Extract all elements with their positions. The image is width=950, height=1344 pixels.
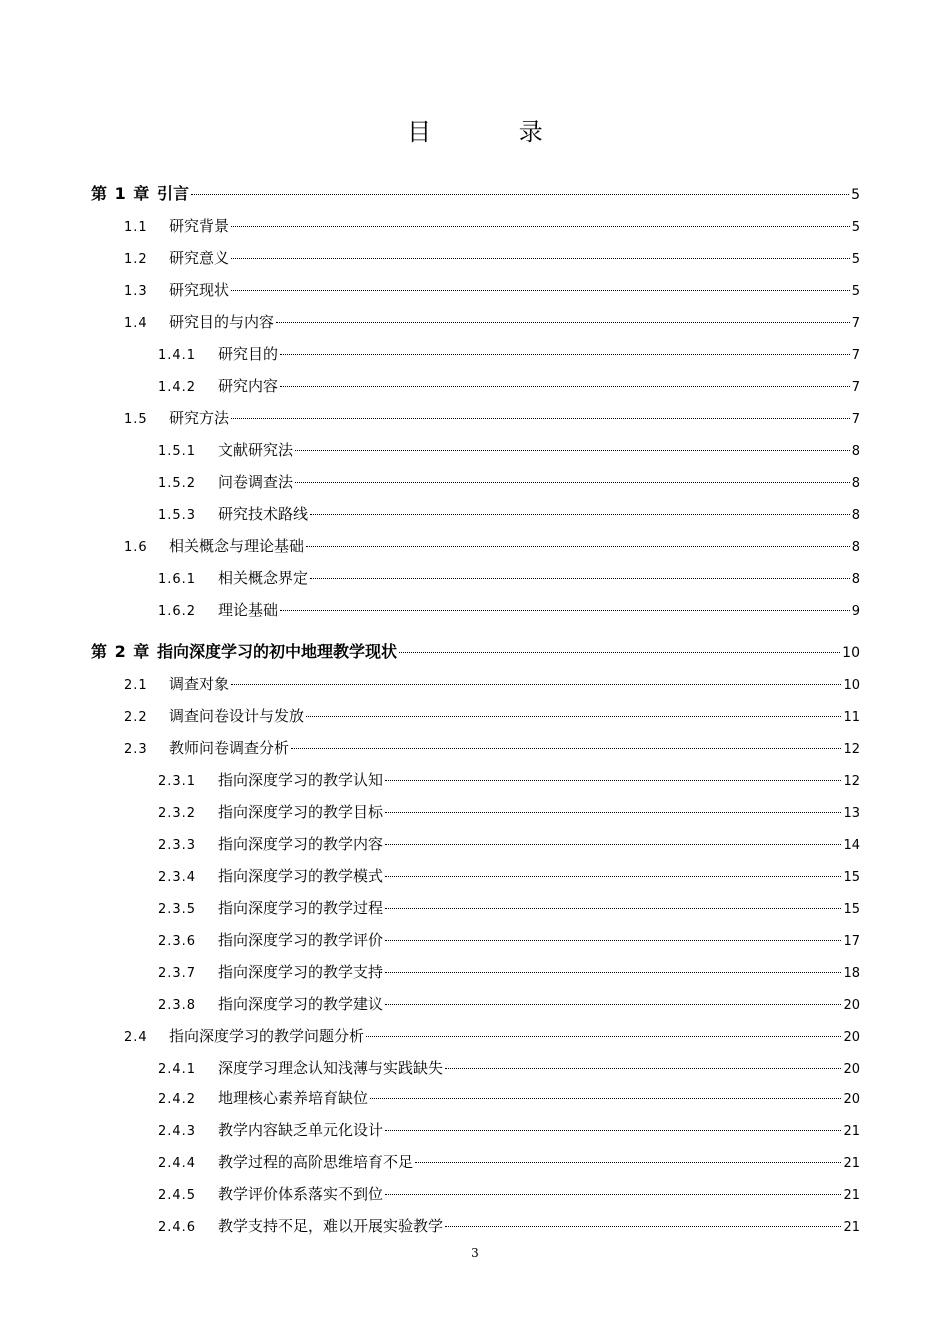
toc-entry[interactable] xyxy=(158,800,860,824)
toc-dot-leader xyxy=(231,258,850,259)
toc-dot-leader xyxy=(385,1004,841,1005)
toc-entry-page: 12 xyxy=(843,742,860,757)
toc-chapter-entry[interactable] xyxy=(91,640,860,664)
toc-entry[interactable] xyxy=(158,1150,860,1174)
toc-entry-number: 1.1 xyxy=(124,220,148,235)
toc-entry-title: 研究意义 xyxy=(169,249,230,267)
toc-dot-leader xyxy=(385,972,841,973)
toc-dot-leader xyxy=(415,1162,841,1163)
toc-entry-page: 5 xyxy=(851,220,860,235)
toc-entry[interactable] xyxy=(124,1024,860,1048)
toc-entry-number: 1.5.2 xyxy=(158,476,197,491)
toc-entry-number: 2.3.5 xyxy=(158,902,197,917)
toc-entry-number: 2.3.1 xyxy=(158,774,197,789)
toc-dot-leader xyxy=(306,546,850,547)
toc-entry-page: 8 xyxy=(851,476,860,491)
toc-entry-number: 2.1 xyxy=(124,678,148,693)
toc-entry-page: 15 xyxy=(843,902,860,917)
page-number: 3 xyxy=(471,1246,479,1260)
toc-entry-number: 第 2 章 xyxy=(91,642,151,661)
toc-entry-title: 相关概念与理论基础 xyxy=(169,537,305,555)
toc-entry-page: 7 xyxy=(851,380,860,395)
toc-entry-page: 10 xyxy=(842,645,860,661)
toc-entry-number: 1.2 xyxy=(124,252,148,267)
toc-entry[interactable] xyxy=(158,1056,860,1080)
toc-entry-page: 5 xyxy=(851,252,860,267)
toc-entry-number: 2.4.6 xyxy=(158,1220,197,1235)
toc-entry-page: 9 xyxy=(851,604,860,619)
toc-entry-page: 8 xyxy=(851,508,860,523)
toc-entry-number: 1.6.2 xyxy=(158,604,197,619)
toc-dot-leader xyxy=(385,908,841,909)
toc-dot-leader xyxy=(191,194,849,195)
toc-dot-leader xyxy=(366,1036,841,1037)
toc-entry-page: 7 xyxy=(851,316,860,331)
toc-entry-page: 8 xyxy=(851,444,860,459)
toc-entry-page: 5 xyxy=(851,187,860,203)
toc-entry-number: 1.5.3 xyxy=(158,508,197,523)
toc-entry-number: 1.4.2 xyxy=(158,380,197,395)
toc-entry[interactable] xyxy=(158,566,860,590)
toc-dot-leader xyxy=(295,450,850,451)
toc-entry-title: 指向深度学习的教学评价 xyxy=(218,931,384,949)
toc-dot-leader xyxy=(385,780,841,781)
toc-entry-number: 2.3.4 xyxy=(158,870,197,885)
toc-entry-number: 1.3 xyxy=(124,284,148,299)
toc-entry-page: 14 xyxy=(843,838,860,853)
toc-entry-page: 15 xyxy=(843,870,860,885)
toc-entry-title: 地理核心素养培育缺位 xyxy=(218,1089,369,1107)
toc-dot-leader xyxy=(385,1194,841,1195)
toc-entry-page: 20 xyxy=(843,1092,860,1107)
toc-entry-title: 问卷调查法 xyxy=(218,473,294,491)
toc-entry-page: 20 xyxy=(843,1062,860,1077)
toc-entry-number: 2.3.2 xyxy=(158,806,197,821)
toc-dot-leader xyxy=(385,876,841,877)
toc-entry-title: 研究目的 xyxy=(218,345,279,363)
toc-entry[interactable] xyxy=(158,992,860,1016)
toc-dot-leader xyxy=(231,290,850,291)
toc-entry-number: 第 1 章 xyxy=(91,184,151,203)
toc-entry-title: 研究背景 xyxy=(169,217,230,235)
toc-entry[interactable] xyxy=(124,736,860,760)
toc-dot-leader xyxy=(306,716,841,717)
toc-entry-number: 2.3.6 xyxy=(158,934,197,949)
toc-dot-leader xyxy=(385,812,841,813)
toc-entry-title: 指向深度学习的教学过程 xyxy=(218,899,384,917)
toc-entry-number: 1.4.1 xyxy=(158,348,197,363)
toc-entry-number: 2.3.7 xyxy=(158,966,197,981)
toc-entry-title: 指向深度学习的教学内容 xyxy=(218,835,384,853)
toc-entry-title: 调查对象 xyxy=(169,675,230,693)
toc-entry-number: 2.3.8 xyxy=(158,998,197,1013)
toc-dot-leader xyxy=(280,354,850,355)
toc-entry-page: 20 xyxy=(843,1030,860,1045)
toc-dot-leader xyxy=(445,1226,841,1227)
toc-entry[interactable] xyxy=(124,406,860,430)
toc-entry-page: 11 xyxy=(843,710,860,725)
toc-entry-title: 文献研究法 xyxy=(218,441,294,459)
toc-entry-number: 1.6.1 xyxy=(158,572,197,587)
toc-entry-title: 研究方法 xyxy=(169,409,230,427)
toc-entry-page: 7 xyxy=(851,348,860,363)
toc-entry[interactable] xyxy=(124,214,860,238)
toc-entry[interactable] xyxy=(124,310,860,334)
toc-entry-title: 指向深度学习的教学目标 xyxy=(218,803,384,821)
toc-dot-leader xyxy=(385,844,841,845)
toc-dot-leader xyxy=(385,940,841,941)
toc-entry[interactable] xyxy=(158,1086,860,1110)
toc-entry-page: 20 xyxy=(843,998,860,1013)
toc-dot-leader xyxy=(231,418,850,419)
toc-dot-leader xyxy=(231,684,841,685)
toc-entry[interactable] xyxy=(158,438,860,462)
toc-entry-page: 5 xyxy=(851,284,860,299)
toc-entry-title: 指向深度学习的教学问题分析 xyxy=(169,1027,365,1045)
toc-entry-page: 12 xyxy=(843,774,860,789)
toc-entry-title: 调查问卷设计与发放 xyxy=(169,707,305,725)
toc-dot-leader xyxy=(310,514,850,515)
toc-entry-title: 指向深度学习的教学认知 xyxy=(218,771,384,789)
toc-entry-page: 8 xyxy=(851,572,860,587)
toc-dot-leader xyxy=(280,610,850,611)
toc-entry-number: 1.6 xyxy=(124,540,148,555)
toc-entry[interactable] xyxy=(158,374,860,398)
toc-entry[interactable] xyxy=(158,598,860,622)
toc-entry-title: 教学支持不足，难以开展实验教学 xyxy=(218,1217,444,1235)
toc-entry-number: 2.2 xyxy=(124,710,148,725)
toc-entry-number: 2.4.4 xyxy=(158,1156,197,1171)
toc-entry-number: 2.3.3 xyxy=(158,838,197,853)
toc-entry[interactable] xyxy=(158,342,860,366)
toc-entry[interactable] xyxy=(124,278,860,302)
toc-entry-page: 21 xyxy=(843,1124,860,1139)
toc-entry-number: 2.4.1 xyxy=(158,1062,197,1077)
toc-entry[interactable] xyxy=(124,246,860,270)
toc-dot-leader xyxy=(445,1068,841,1069)
toc-entry[interactable] xyxy=(124,704,860,728)
toc-entry-page: 13 xyxy=(843,806,860,821)
toc-entry-page: 18 xyxy=(843,966,860,981)
toc-dot-leader xyxy=(399,652,840,653)
toc-entry-page: 21 xyxy=(843,1220,860,1235)
toc-entry[interactable] xyxy=(158,502,860,526)
toc-dot-leader xyxy=(370,1098,841,1099)
toc-entry-number: 1.5 xyxy=(124,412,148,427)
toc-entry-title: 理论基础 xyxy=(218,601,279,619)
toc-entry-page: 7 xyxy=(851,412,860,427)
toc-entry-title: 教学过程的高阶思维培育不足 xyxy=(218,1153,414,1171)
toc-entry-page: 10 xyxy=(843,678,860,693)
toc-entry[interactable] xyxy=(158,1182,860,1206)
toc-entry[interactable] xyxy=(158,470,860,494)
toc-entry-number: 2.4 xyxy=(124,1030,148,1045)
toc-entry-title: 指向深度学习的教学模式 xyxy=(218,867,384,885)
toc-entry-number: 2.3 xyxy=(124,742,148,757)
toc-chapter-entry[interactable] xyxy=(91,182,860,206)
toc-entry-number: 2.4.5 xyxy=(158,1188,197,1203)
toc-entry-title: 教学评价体系落实不到位 xyxy=(218,1185,384,1203)
toc-entry-title: 研究技术路线 xyxy=(218,505,309,523)
toc-entry[interactable] xyxy=(158,896,860,920)
toc-dot-leader xyxy=(295,482,850,483)
toc-entry[interactable] xyxy=(158,928,860,952)
toc-entry-title: 教师问卷调查分析 xyxy=(169,739,290,757)
toc-entry-title: 引言 xyxy=(157,184,190,203)
toc-entry-page: 21 xyxy=(843,1188,860,1203)
toc-dot-leader xyxy=(291,748,841,749)
toc-entry[interactable] xyxy=(158,1214,860,1238)
toc-entry-number: 2.4.2 xyxy=(158,1092,197,1107)
toc-entry-title: 指向深度学习的初中地理教学现状 xyxy=(157,642,398,661)
toc-dot-leader xyxy=(276,322,850,323)
toc-entry-page: 17 xyxy=(843,934,860,949)
toc-entry[interactable] xyxy=(158,864,860,888)
toc-entry-title: 指向深度学习的教学建议 xyxy=(218,995,384,1013)
toc-entry-title: 研究内容 xyxy=(218,377,279,395)
toc-entry-title: 深度学习理念认知浅薄与实践缺失 xyxy=(218,1059,444,1077)
toc-dot-leader xyxy=(310,578,850,579)
toc-entry-number: 1.4 xyxy=(124,316,148,331)
toc-entry-number: 2.4.3 xyxy=(158,1124,197,1139)
toc-entry-title: 教学内容缺乏单元化设计 xyxy=(218,1121,384,1139)
toc-entry-page: 21 xyxy=(843,1156,860,1171)
toc-entry[interactable] xyxy=(158,832,860,856)
toc-entry-title: 研究现状 xyxy=(169,281,230,299)
toc-entry[interactable] xyxy=(124,534,860,558)
toc-entry-title: 相关概念界定 xyxy=(218,569,309,587)
page-title: 目 录 xyxy=(407,118,583,146)
toc-entry-title: 指向深度学习的教学支持 xyxy=(218,963,384,981)
toc-entry-page: 8 xyxy=(851,540,860,555)
toc-entry-title: 研究目的与内容 xyxy=(169,313,275,331)
toc-dot-leader xyxy=(231,226,850,227)
toc-entry[interactable] xyxy=(158,768,860,792)
toc-entry[interactable] xyxy=(158,1118,860,1142)
toc-entry[interactable] xyxy=(124,672,860,696)
toc-dot-leader xyxy=(385,1130,841,1131)
toc-entry[interactable] xyxy=(158,960,860,984)
toc-entry-number: 1.5.1 xyxy=(158,444,197,459)
toc-dot-leader xyxy=(280,386,850,387)
